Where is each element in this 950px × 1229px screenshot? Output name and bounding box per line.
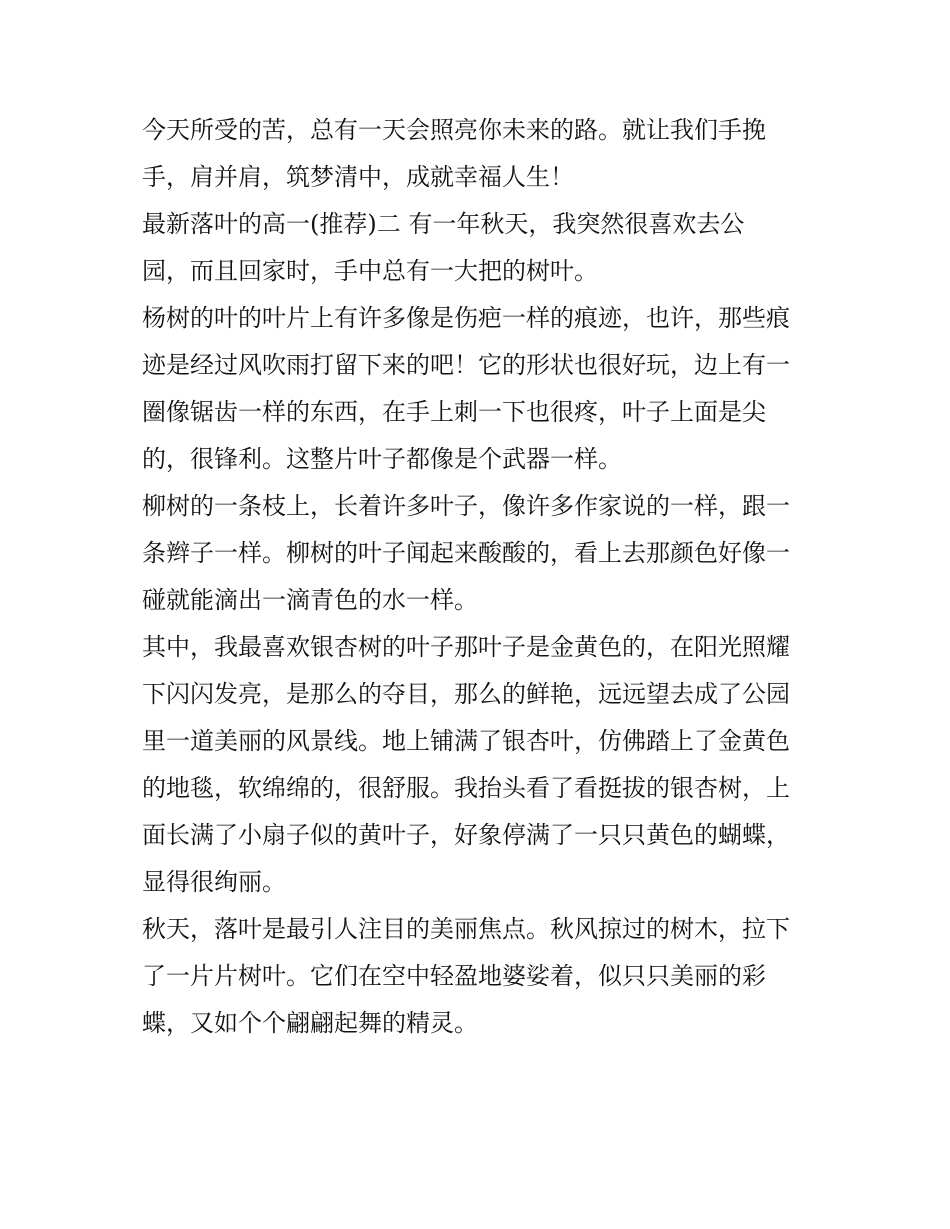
text-line: 的，很锋利。这整片叶子都像是个武器一样。 [142,445,622,473]
text-line: 今天所受的苦，总有一天会照亮你未来的路。就让我们手挽 [142,116,766,144]
text-line: 显得很绚丽。 [142,868,286,896]
text-line: 杨树的叶的叶片上有许多像是伤疤一样的痕迹，也许，那些痕 [142,304,790,332]
text-line: 碰就能滴出一滴青色的水一样。 [142,586,478,614]
text-line: 最新落叶的高一(推荐)二 有一年秋天，我突然很喜欢去公 [142,210,745,238]
text-line: 蝶，又如个个翩翩起舞的精灵。 [142,1009,478,1037]
paragraph-4 [142,483,822,624]
paragraph-2 [142,201,822,295]
text-line: 面长满了小扇子似的黄叶子，好象停满了一只只黄色的蝴蝶， [142,821,790,849]
text-line: 其中，我最喜欢银杏树的叶子那叶子是金黄色的，在阳光照耀 [142,633,790,661]
text-line: 下闪闪发亮，是那么的夺目，那么的鲜艳，远远望去成了公园 [142,680,790,708]
paragraph-5 [142,624,822,906]
paragraph-6 [142,906,822,1047]
text-line: 手，肩并肩，筑梦清中，成就幸福人生！ [142,163,574,191]
text-line: 柳树的一条枝上，长着许多叶子，像许多作家说的一样，跟一 [142,492,790,520]
text-line: 的地毯，软绵绵的，很舒服。我抬头看了看挺拔的银杏树，上 [142,774,790,802]
text-line: 圈像锯齿一样的东西，在手上刺一下也很疼，叶子上面是尖 [142,398,766,426]
paragraph-1 [142,107,822,201]
text-line: 了一片片树叶。它们在空中轻盈地婆娑着，似只只美丽的彩 [142,962,766,990]
text-line: 条辫子一样。柳树的叶子闻起来酸酸的，看上去那颜色好像一 [142,539,790,567]
text-line: 迹是经过风吹雨打留下来的吧！它的形状也很好玩，边上有一 [142,351,790,379]
paragraph-3 [142,295,822,483]
text-line: 秋天，落叶是最引人注目的美丽焦点。秋风掠过的树木，拉下 [142,915,790,943]
text-line: 里一道美丽的风景线。地上铺满了银杏叶，仿佛踏上了金黄色 [142,727,790,755]
text-line: 园，而且回家时，手中总有一大把的树叶。 [142,257,598,285]
document-body [142,107,822,1047]
